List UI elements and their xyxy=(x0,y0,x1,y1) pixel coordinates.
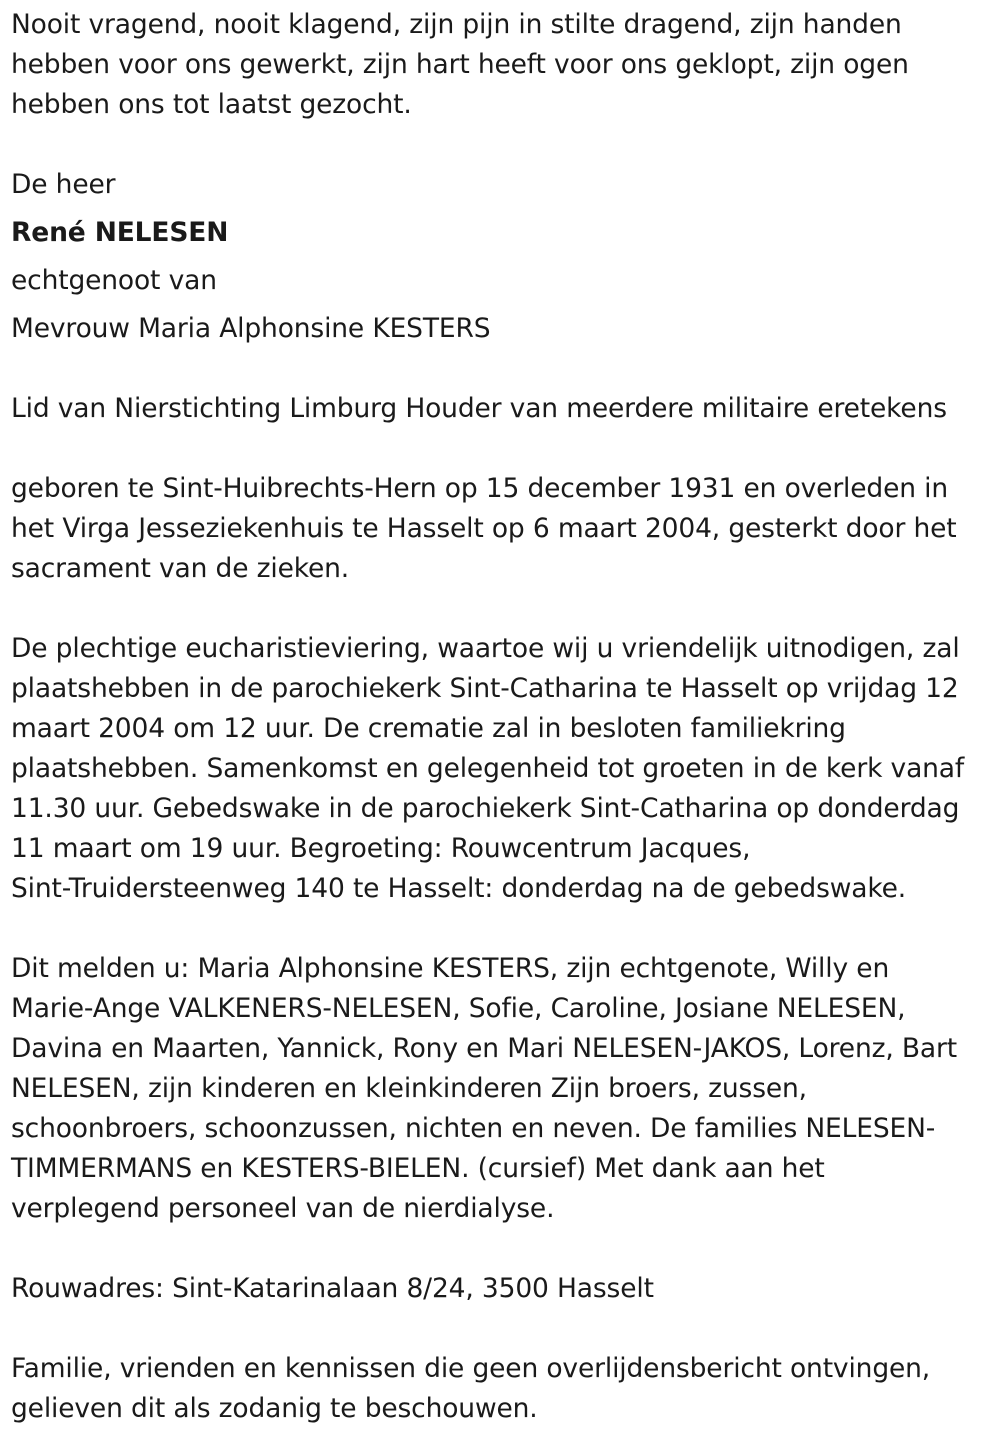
intro-verse: Nooit vragend, nooit klagend, zijn pijn in stilte dragend, zijn handen hebben voor ons gewerkt, zijn hart heeft voor ons geklopt, zijn ogen hebben ons tot laatst gezocht. xyxy=(11,9,909,120)
ceremony-paragraph: De plechtige eucharistieviering, waartoe wij u vriendelijk uitnodigen, zal plaatshebben in de parochiekerk Sint-Catharina te Hasselt op vrijdag 12 maart 2004 om 12 uur. De crematie zal in besloten familiekring plaatshebben. Samenkomst en gelegenheid tot groeten in de kerk vanaf 11.30 uur. Gebedswake in de parochiekerk Sint-Catharina op donderdag 11 maart om 19 uur. Begroeting: Rouwcentrum Jacques, Sint-Truidersteenweg 140 te Hasselt: donderdag na de gebedswake. xyxy=(11,633,965,904)
birth-death-paragraph: geboren te Sint-Huibrechts-Hern op 15 december 1931 en overleden in het Virga Jesseziekenhuis te Hasselt op 6 maart 2004, gesterkt door het sacrament van de zieken. xyxy=(11,473,957,584)
relation-label: echtgenoot van xyxy=(11,265,217,296)
spouse-name: Mevrouw Maria Alphonsine KESTERS xyxy=(11,313,491,344)
announcers-paragraph: Dit melden u: Maria Alphonsine KESTERS, zijn echtgenote, Willy en Marie-Ange VALKENERS-NELESEN, Sofie, Caroline, Josiane NELESEN, Davina en Maarten, Yannick, Rony en Mari NELESEN-JAKOS, Lorenz, Bart NELESEN, zijn kinderen en kleinkinderen Zijn broers, zussen, schoonbroers, schoonzussen, nichten en neven. De families NELESEN- TIMMERMANS en KESTERS-BIELEN. (cursief) Met dank aan het verplegend personeel van de nierdialyse. xyxy=(11,953,958,1224)
membership-text: Lid van Nierstichting Limburg Houder van meerdere militaire eretekens xyxy=(11,393,947,424)
closing-paragraph: Familie, vrienden en kennissen die geen overlijdensbericht ontvingen, gelieven dit als zodanig te beschouwen. xyxy=(11,1353,931,1424)
deceased-name: René NELESEN xyxy=(11,217,229,248)
mourning-address: Rouwadres: Sint-Katarinalaan 8/24, 3500 Hasselt xyxy=(11,1273,654,1304)
salutation: De heer xyxy=(11,169,116,200)
